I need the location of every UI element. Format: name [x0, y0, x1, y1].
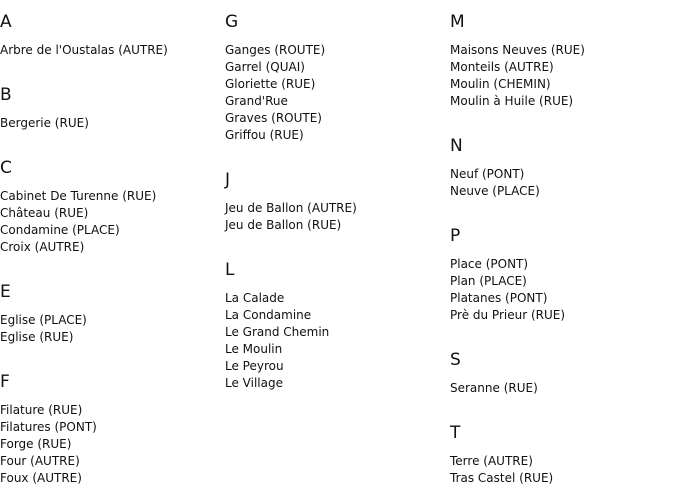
street-list: [225, 290, 447, 392]
letter-section: [450, 226, 672, 338]
letter-section: [0, 372, 222, 487]
street-link[interactable]: Cabinet De Turenne (RUE): [0, 189, 157, 203]
street-link[interactable]: Château (RUE): [0, 206, 89, 220]
street-link[interactable]: Bergerie (RUE): [0, 116, 89, 130]
section-letter-heading: T: [450, 423, 461, 443]
letter-section: [0, 85, 222, 146]
street-link[interactable]: Arbre de l'Oustalas (AUTRE): [0, 43, 168, 57]
street-link[interactable]: Moulin à Huile (RUE): [450, 94, 574, 108]
section-spacer: [450, 110, 672, 124]
street-list: [450, 256, 672, 324]
street-link[interactable]: Le Moulin: [225, 342, 283, 356]
letter-section: [450, 12, 672, 124]
street-link[interactable]: Eglise (PLACE): [0, 313, 87, 327]
section-spacer: [0, 59, 222, 73]
street-list: [0, 188, 222, 256]
section-spacer: [225, 234, 447, 248]
section-spacer: [0, 256, 222, 270]
letter-section: [225, 12, 447, 158]
street-link[interactable]: Maisons Neuves (RUE): [450, 43, 585, 57]
section-letter-heading: G: [225, 12, 239, 32]
street-link[interactable]: Filatures (PONT): [0, 420, 97, 434]
street-link[interactable]: Le Peyrou: [225, 359, 284, 373]
letter-section: [450, 423, 672, 487]
street-list: [225, 200, 447, 234]
section-letter-heading: E: [0, 282, 11, 302]
street-link[interactable]: La Condamine: [225, 308, 312, 322]
street-list: [450, 42, 672, 110]
street-link[interactable]: Place (PONT): [450, 257, 529, 271]
street-link[interactable]: Four (AUTRE): [0, 454, 80, 468]
section-spacer: [0, 132, 222, 146]
street-link[interactable]: Neuf (PONT): [450, 167, 525, 181]
letter-section: [225, 260, 447, 392]
index-column: [225, 0, 447, 392]
index-column: [0, 0, 222, 487]
section-letter-heading: N: [450, 136, 463, 156]
street-link[interactable]: Croix (AUTRE): [0, 240, 85, 254]
street-list: [0, 115, 222, 132]
street-list: [450, 166, 672, 200]
street-link[interactable]: Garrel (QUAI): [225, 60, 305, 74]
street-link[interactable]: La Calade: [225, 291, 285, 305]
street-link[interactable]: Gloriette (RUE): [225, 77, 316, 91]
section-letter-heading: S: [450, 350, 461, 370]
street-list: [225, 42, 447, 144]
street-link[interactable]: Prè du Prieur (RUE): [450, 308, 566, 322]
section-spacer: [225, 144, 447, 158]
letter-section: [225, 170, 447, 248]
section-letter-heading: P: [450, 226, 461, 246]
street-link[interactable]: Le Grand Chemin: [225, 325, 330, 339]
street-link[interactable]: Jeu de Ballon (RUE): [225, 218, 342, 232]
section-spacer: [450, 324, 672, 338]
letter-section: [450, 136, 672, 214]
street-link[interactable]: Forge (RUE): [0, 437, 72, 451]
section-spacer: [0, 346, 222, 360]
street-link[interactable]: Jeu de Ballon (AUTRE): [225, 201, 357, 215]
street-link[interactable]: Griffou (RUE): [225, 128, 304, 142]
letter-section: [0, 282, 222, 360]
street-link[interactable]: Seranne (RUE): [450, 381, 538, 395]
street-link[interactable]: Condamine (PLACE): [0, 223, 120, 237]
section-letter-heading: C: [0, 158, 12, 178]
street-link[interactable]: Terre (AUTRE): [450, 454, 533, 468]
section-letter-heading: F: [0, 372, 10, 392]
section-letter-heading: B: [0, 85, 12, 105]
street-link[interactable]: Neuve (PLACE): [450, 184, 540, 198]
section-letter-heading: L: [225, 260, 235, 280]
street-link[interactable]: Plan (PLACE): [450, 274, 527, 288]
letter-section: [450, 350, 672, 411]
street-list: [0, 312, 222, 346]
section-spacer: [450, 397, 672, 411]
street-link[interactable]: Filature (RUE): [0, 403, 83, 417]
street-link[interactable]: Foux (AUTRE): [0, 471, 82, 485]
street-link[interactable]: Monteils (AUTRE): [450, 60, 554, 74]
street-list: [450, 453, 672, 487]
street-link[interactable]: Platanes (PONT): [450, 291, 548, 305]
street-link[interactable]: Tras Castel (RUE): [450, 471, 554, 485]
letter-section: [0, 12, 222, 73]
street-list: [0, 402, 222, 487]
letter-section: [0, 158, 222, 270]
index-column: [450, 0, 672, 487]
street-list: [0, 42, 222, 59]
street-link[interactable]: Moulin (CHEMIN): [450, 77, 551, 91]
section-letter-heading: M: [450, 12, 465, 32]
section-letter-heading: A: [0, 12, 12, 32]
street-list: [450, 380, 672, 397]
street-link[interactable]: Eglise (RUE): [0, 330, 74, 344]
section-letter-heading: J: [225, 170, 231, 190]
street-link[interactable]: Grand'Rue: [225, 94, 288, 108]
street-link[interactable]: Ganges (ROUTE): [225, 43, 326, 57]
street-link[interactable]: Le Village: [225, 376, 283, 390]
street-link[interactable]: Graves (ROUTE): [225, 111, 322, 125]
section-spacer: [450, 200, 672, 214]
